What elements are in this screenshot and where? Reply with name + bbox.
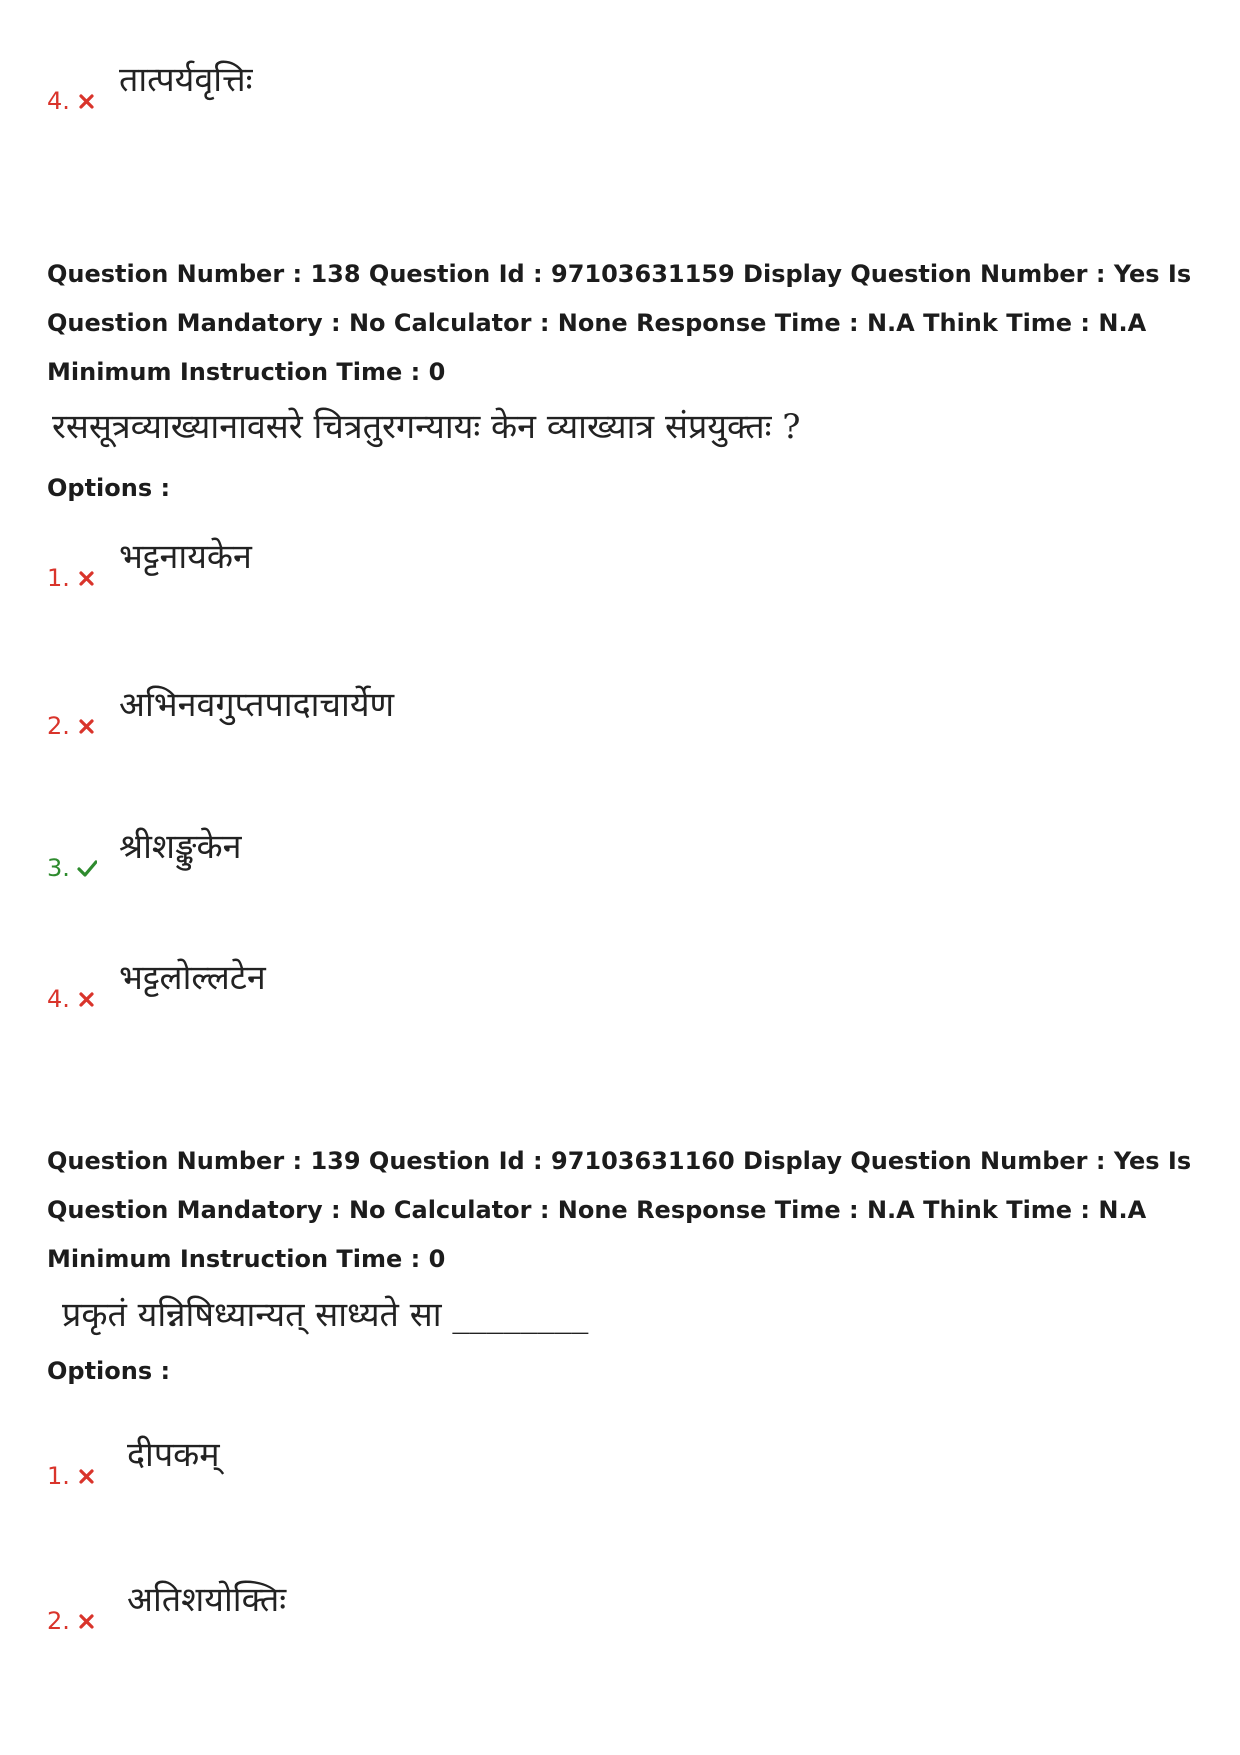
- option-number: 2.: [47, 712, 70, 740]
- option-row: [47, 822, 847, 882]
- option-number: 2.: [47, 1607, 70, 1635]
- question-text: रससूत्रव्याख्यानावसरे चित्रतुरगन्यायः केन व्याख्यात्र संप्रयुक्तः ?: [52, 407, 801, 447]
- cross-icon: [77, 568, 97, 588]
- option-row: [47, 953, 847, 1013]
- cross-icon: [77, 716, 97, 736]
- cross-icon: [77, 989, 97, 1009]
- options-label: Options :: [47, 1357, 171, 1385]
- option-number: 4.: [47, 87, 70, 115]
- option-number: 3.: [47, 854, 70, 882]
- option-row: [47, 1430, 847, 1490]
- check-icon: [77, 858, 97, 878]
- option-number: 1.: [47, 564, 70, 592]
- options-label: Options :: [47, 474, 171, 502]
- question-meta: Question Number : 139 Question Id : 97103631160 Display Question Number : Yes Is Question Mandatory : No Calculator : None Response Time : N.A Think Time : N.A Minimum Instruction Time : 0: [47, 1147, 1192, 1273]
- option-text: भट्टलोल्लटेन: [119, 958, 266, 998]
- option-text: दीपकम्: [127, 1435, 220, 1475]
- option-number: 4.: [47, 985, 70, 1013]
- question-meta: Question Number : 138 Question Id : 97103631159 Display Question Number : Yes Is Question Mandatory : No Calculator : None Response Time : N.A Think Time : N.A Minimum Instruction Time : 0: [47, 260, 1192, 386]
- question-text: प्रकृतं यन्निषिध्यान्यत् साध्यते सा ________: [62, 1295, 589, 1335]
- option-row: [47, 680, 847, 740]
- option-text: अभिनवगुप्तपादाचार्येण: [119, 685, 395, 725]
- option-text: तात्पर्यवृत्तिः: [119, 60, 253, 100]
- cross-icon: [77, 1611, 97, 1631]
- option-text: भट्टनायकेन: [119, 537, 252, 577]
- option-number: 1.: [47, 1462, 70, 1490]
- cross-icon: [77, 1466, 97, 1486]
- option-row: [47, 532, 847, 592]
- option-text: अतिशयोक्तिः: [127, 1580, 287, 1620]
- option-text: श्रीशङ्कुकेन: [119, 827, 242, 867]
- option-row: [47, 1575, 847, 1635]
- option-row: [47, 55, 847, 115]
- cross-icon: [77, 91, 97, 111]
